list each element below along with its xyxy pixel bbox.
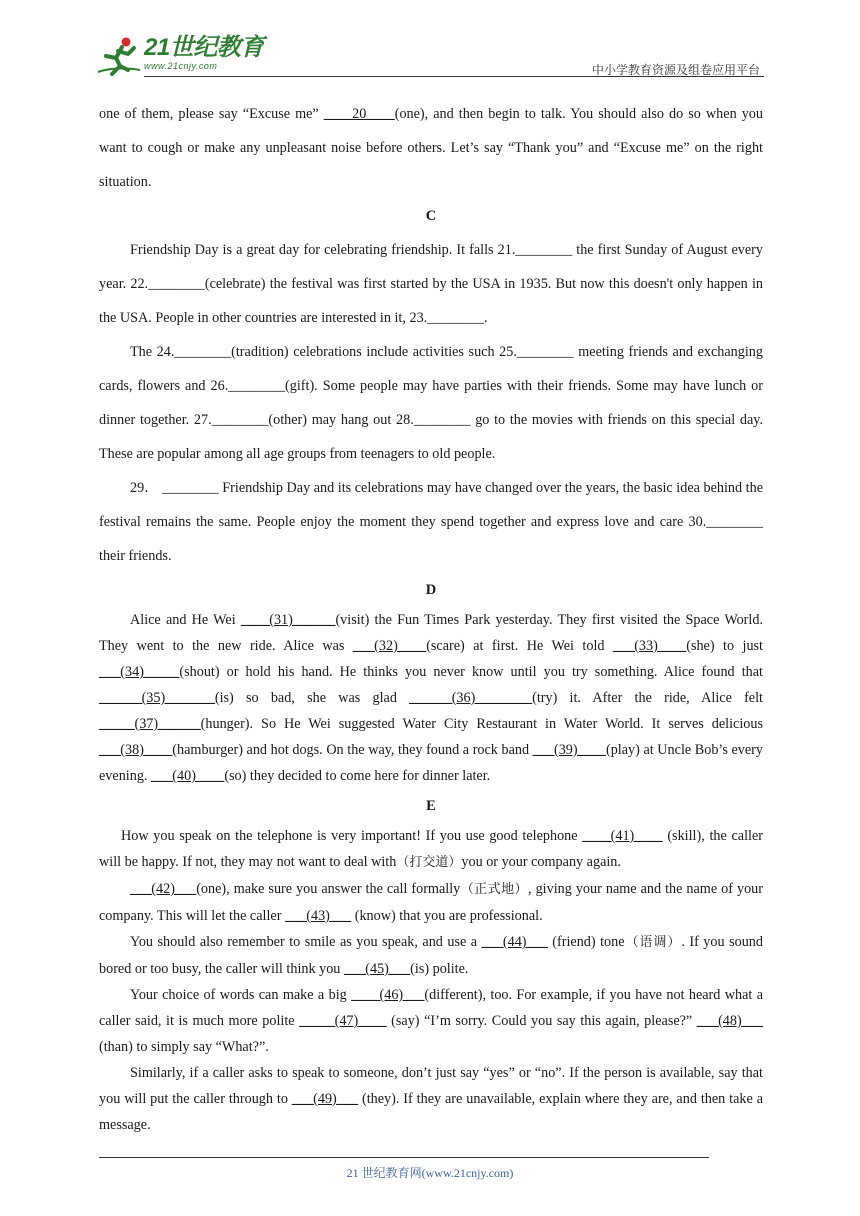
blank-34[interactable]: ___(34)_____ <box>99 664 180 680</box>
footer-divider <box>99 1157 709 1158</box>
blank-35[interactable]: ______(35)_______ <box>99 690 215 706</box>
blank-33[interactable]: ___(33)____ <box>612 638 687 654</box>
paragraph-e1: How you speak on the telephone is very important! If you use good telephone ____(41)____ (skill), the caller will be happy. If not, they may not want to deal with（打交道）you or your company again. <box>99 828 763 870</box>
section-heading-d: D <box>425 582 437 598</box>
document-body <box>99 97 763 1138</box>
logo-wordmark: 21世纪教育 <box>144 34 264 61</box>
blank-32[interactable]: ___(32)____ <box>352 638 427 654</box>
paragraph-d1: Alice and He Wei ____(31)______(visit) the Fun Times Park yesterday. They first visited the Space World. They went to the new ride. Alice was ___(32)____(scare) at first. He Wei told ___(33)____(she) to just ___(34)_____(shout) or hold his hand. He thinks you never know until you try something. Alice found that ______(35)_______(is) so bad, she was glad ______(36)________(try) it. After the ride, Alice felt _____(37)______(hunger). So He Wei suggested Water City Restaurant in Water World. It serves delicious ___(38)____(hamburger) and hot dogs. On the way, they found a rock band ___(39)____(play) at Uncle Bob’s every evening. ___(40)____(so) they decided to come here for dinner later. <box>99 612 764 784</box>
paragraph-e3: You should also remember to smile as you speak, and use a ___(44)___ (friend) tone（语调）. If you sound bored or too busy, the caller will think you ___(45)___(is) polite. <box>99 934 763 977</box>
blank-46[interactable]: ____(46)___ <box>351 987 425 1003</box>
blank-38[interactable]: ___(38)____ <box>99 742 173 758</box>
blank-36[interactable]: ______(36)________ <box>409 690 533 706</box>
paragraph-e5: Similarly, if a caller asks to speak to someone, don’t just say “yes” or “no”. If the person is available, say that you will put the caller through to ___(49)___ (they). If they are unavailable, explain where they are, and then take a message. <box>99 1065 763 1133</box>
blank-42[interactable]: ___(42)___ <box>130 881 197 897</box>
blank-41[interactable]: ____(41)____ <box>582 828 663 844</box>
paragraph-c3: 29． ________ Friendship Day and its celebrations may have changed over the years, the basic idea behind the festival remains the same. People enjoy the moment they spend together and express love and care 30.________ their friends. <box>99 480 763 564</box>
blank-39[interactable]: ___(39)____ <box>532 742 606 758</box>
paragraph-e4: Your choice of words can make a big ____(46)___(different), too. For example, if you have not heard what a caller said, it is much more polite _____(47)____ (say) “I’m sorry. Could you say this again, please?” ___(48)___ (than) to simply say “What?”. <box>99 987 764 1055</box>
section-heading-c: C <box>425 208 437 224</box>
section-heading-e: E <box>426 798 436 814</box>
site-logo <box>96 36 264 76</box>
blank-43[interactable]: ___(43)___ <box>284 908 352 924</box>
blank-20[interactable]: ____20____ <box>323 106 395 122</box>
blank-31[interactable]: ____(31)______ <box>240 612 336 628</box>
paragraph-b-tail: one of them, please say “Excuse me” ____20____(one), and then begin to talk. You should also do so when you want to cough or make any unpleasant noise before others. Let’s say “Thank you” and “Excuse me” on the right situation. <box>99 106 763 190</box>
blank-37[interactable]: _____(37)______ <box>99 716 201 732</box>
page-footer: 21 世纪教育网(www.21cnjy.com) <box>346 1166 514 1180</box>
paragraph-e2: ___(42)___(one), make sure you answer the call formally（正式地）, giving your name and the name of your company. This will let the caller ___(43)___ (know) that you are professional. <box>99 881 763 924</box>
paragraph-c1: Friendship Day is a great day for celebrating friendship. It falls 21.________ the first Sunday of August every year. 22.________(celebrate) the festival was first started by the USA in 1935. But now this doesn't only happen in the USA. People in other countries are interested in it, 23.________. <box>99 242 763 326</box>
paragraph-c2: The 24.________(tradition) celebrations include activities such 25.________ meeting friends and exchanging cards, flowers and 26.________(gift). Some people may have parties with their friends. Some may have lunch or dinner together. 27.________(other) may hang out 28.________ go to the movies with friends on this special day. These are popular among all age groups from teenagers to old people. <box>99 344 763 462</box>
blank-44[interactable]: ___(44)___ <box>481 934 548 950</box>
blank-40[interactable]: ___(40)____ <box>151 768 225 784</box>
page-header <box>96 30 764 78</box>
blank-48[interactable]: ___(48)___ <box>696 1013 763 1029</box>
header-divider <box>144 76 764 77</box>
logo-url: www.21cnjy.com <box>144 61 218 71</box>
runner-logo-icon <box>96 36 142 76</box>
blank-45[interactable]: ___(45)___ <box>343 961 411 977</box>
blank-49[interactable]: ___(49)___ <box>291 1091 359 1107</box>
blank-47[interactable]: _____(47)____ <box>299 1013 387 1029</box>
header-tagline: 中小学教育资源及组卷应用平台 <box>591 63 760 77</box>
